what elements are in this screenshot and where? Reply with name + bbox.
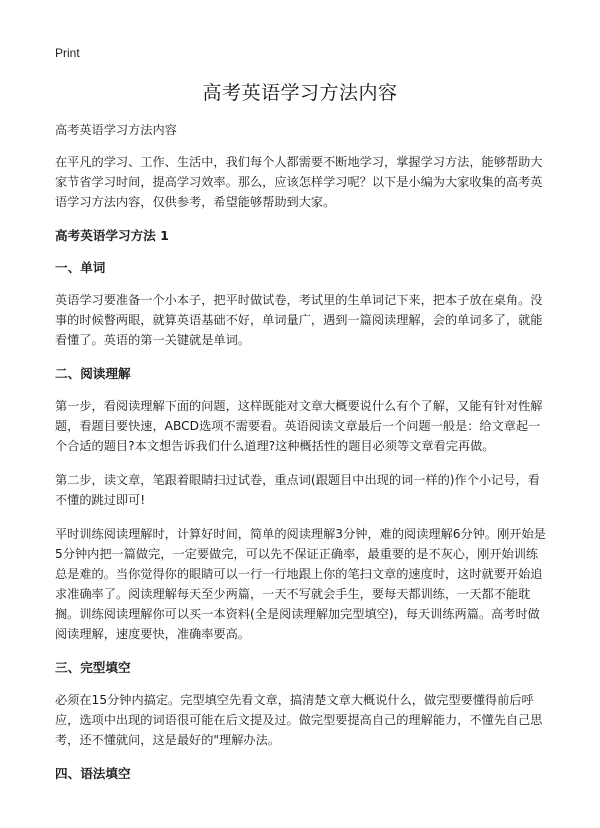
reading-paragraph-2: 第二步，读文章，笔跟着眼睛扫过试卷，重点词(跟题目中出现的词一样的)作个小记号，看不懂的跳过即可! bbox=[55, 473, 540, 507]
document-title: 高考英语学习方法内容 bbox=[202, 82, 398, 104]
reading-paragraph-1: 第一步，看阅读理解下面的问题，这样既能对文章大概要说什么有个了解，又能有针对性解题，看题目要快速，ABCD选项不需要看。英语阅读文章最后一个问题一般是：给文章起一个合适的题目?本文想告诉我们什么道理?这种概括性的题目必须等文章看完再做。 bbox=[55, 399, 543, 453]
document-subtitle: 高考英语学习方法内容 bbox=[55, 123, 177, 137]
section-heading-cloze: 三、完型填空 bbox=[55, 660, 131, 675]
print-label[interactable]: Print bbox=[55, 46, 80, 60]
reading-paragraph-3: 平时训练阅读理解时，计算好时间，简单的阅读理解3分钟，难的阅读理解6分钟。刚开始是5分钟内把一篇做完，一定要做完，可以先不保证正确率，最重要的是不灰心，刚开始训练总是难的。当你觉得你的眼睛可以一行一行地跟上你的笔扫文章的速度时，这时就要开始追求准确率了。阅读理解每天至少两篇，一天不写就会手生，要每天都训练，一天都不能耽搁。训练阅读理解你可以买一本资料(全是阅读理解加完型填空)，每天训练两篇。高考时做阅读理解，速度要快，准确率要高。 bbox=[55, 527, 546, 641]
cloze-paragraph: 必须在15分钟内搞定。完型填空先看文章，搞清楚文章大概说什么，做完型要懂得前后呼应，选项中出现的词语很可能在后文提及过。做完型要提高自己的理解能力，不懂先自己思考，还不懂就问，这是最好的"理解办法。 bbox=[55, 693, 543, 747]
intro-paragraph: 在平凡的学习、工作、生活中，我们每个人都需要不断地学习，掌握学习方法，能够帮助大家节省学习时间，提高学习效率。那么，应该怎样学习呢？以下是小编为大家收集的高考英语学习方法内容，仅供参考，希望能够帮助到大家。 bbox=[55, 155, 543, 209]
section-heading-reading: 二、阅读理解 bbox=[55, 366, 131, 381]
section-heading-vocabulary: 一、单词 bbox=[55, 260, 106, 275]
document-body bbox=[55, 120, 547, 796]
vocabulary-paragraph: 英语学习要准备一个小本子，把平时做试卷，考试里的生单词记下来，把本子放在桌角。没事的时候瞥两眼，就算英语基础不好，单词量广，遇到一篇阅读理解，会的单词多了，就能看懂了。英语的第一关键就是单词。 bbox=[55, 293, 543, 347]
section-title: 高考英语学习方法 1 bbox=[55, 228, 169, 243]
section-heading-grammar: 四、语法填空 bbox=[55, 766, 131, 781]
